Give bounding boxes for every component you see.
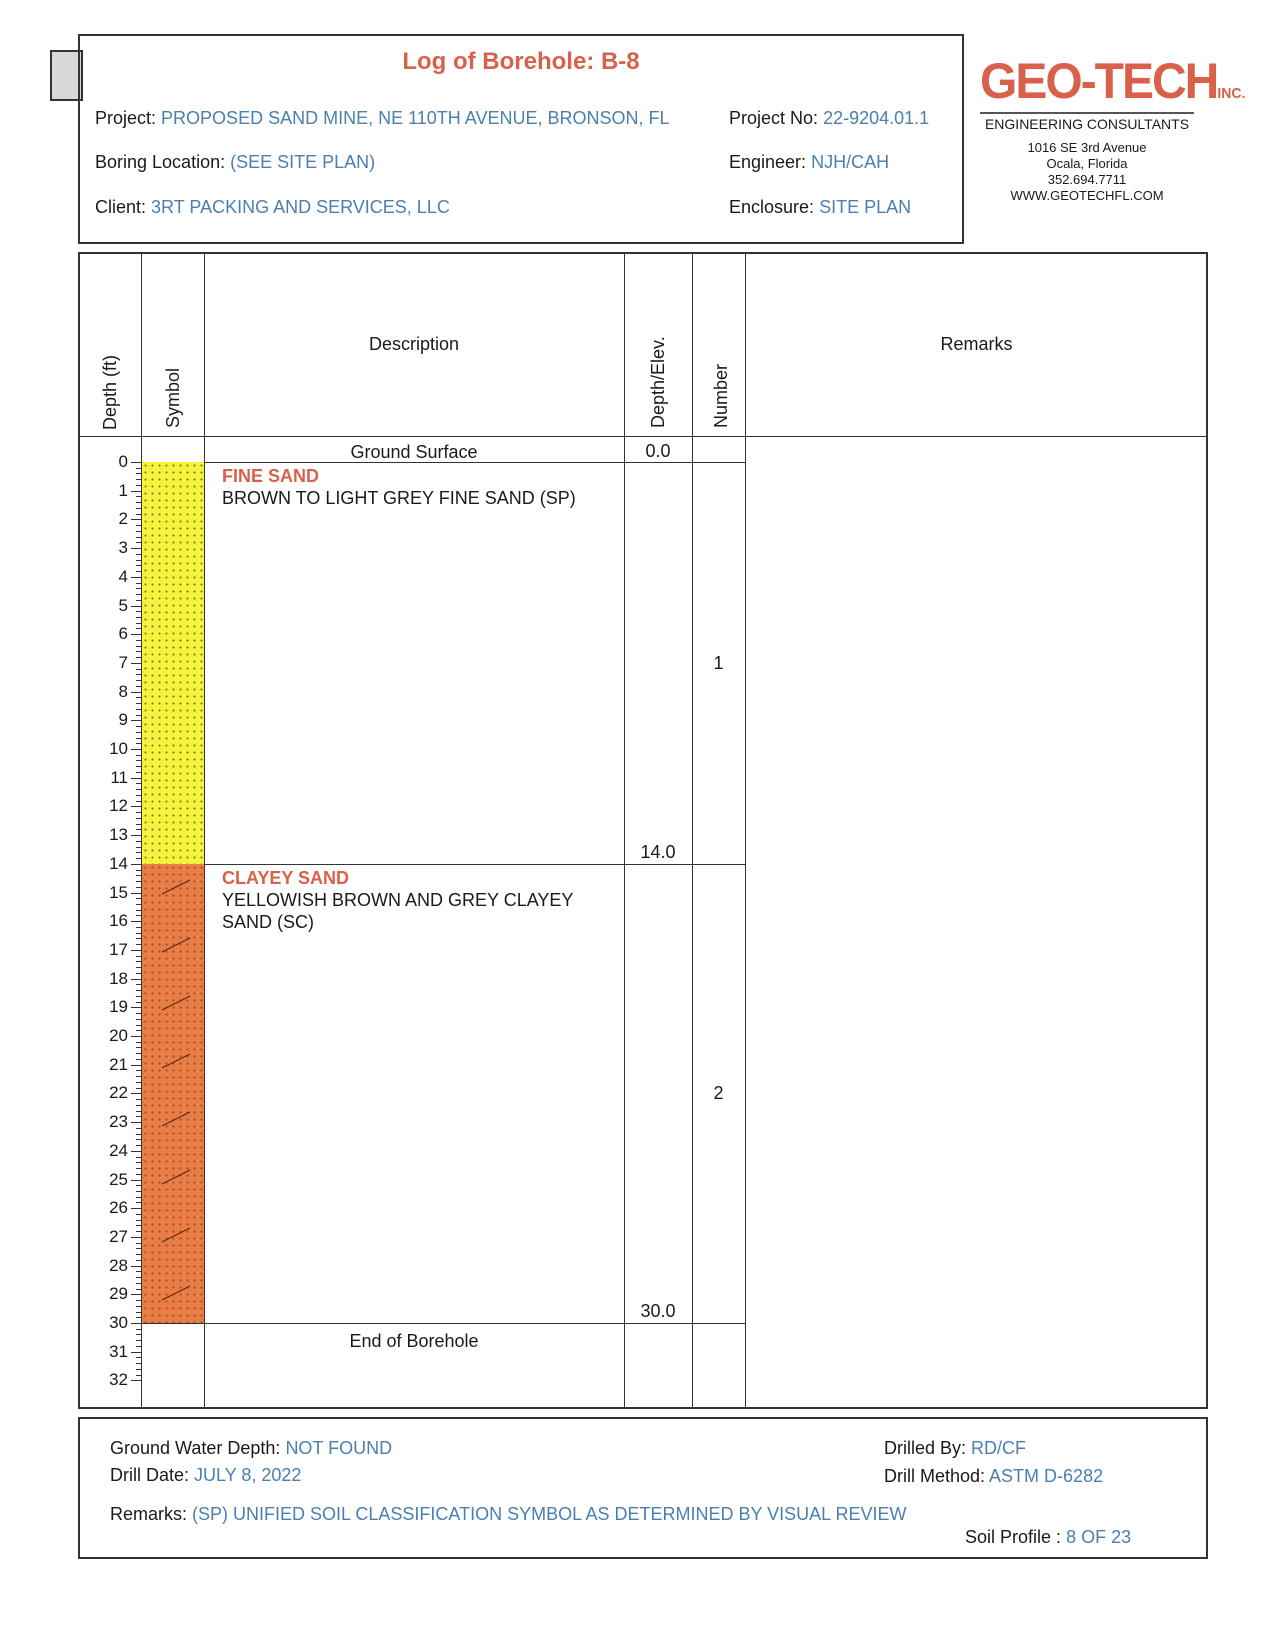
depth-tick-label: 9 <box>118 710 128 730</box>
depth-tick-minor <box>136 1197 141 1198</box>
depth-tick-label: 27 <box>109 1226 128 1246</box>
ground-surface-depth: 0.0 <box>645 441 671 461</box>
depth-tick-label: 8 <box>118 681 128 701</box>
depth-tick-label: 29 <box>109 1284 128 1304</box>
depth-tick-minor <box>136 588 141 589</box>
depth-tick-minor <box>136 583 141 584</box>
depth-tick-minor <box>136 755 141 756</box>
depth-tick-major <box>131 548 141 549</box>
depth-tick-major <box>131 634 141 635</box>
depth-tick-minor <box>136 1231 141 1232</box>
footer-remarks-row <box>110 1504 907 1525</box>
depth-tick-minor <box>136 674 141 675</box>
depth-tick-label: 28 <box>109 1255 128 1275</box>
depth-tick-minor <box>136 795 141 796</box>
depth-tick-minor <box>136 1363 141 1364</box>
depth-tick-minor <box>136 818 141 819</box>
depth-tick-minor <box>136 531 141 532</box>
client-value: 3RT PACKING AND SERVICES, LLC <box>151 197 450 217</box>
depth-tick-minor <box>136 801 141 802</box>
depth-tick-minor <box>136 915 141 916</box>
depth-tick-minor <box>136 904 141 905</box>
depth-tick-minor <box>136 1139 141 1140</box>
depth-tick-minor <box>136 875 141 876</box>
depth-tick-minor <box>136 525 141 526</box>
depth-tick-minor <box>136 1162 141 1163</box>
depth-tick-label: 20 <box>109 1026 128 1045</box>
depth-tick-minor <box>136 703 141 704</box>
enclosure-row <box>729 197 911 218</box>
layer-bottom-depth: 30.0 <box>640 1301 676 1321</box>
col-header-description: Description <box>368 334 460 354</box>
depth-tick-label: 2 <box>118 509 128 529</box>
depth-tick-minor <box>136 1300 141 1301</box>
depth-tick-minor <box>136 1082 141 1083</box>
engineer-label: Engineer: <box>729 152 807 172</box>
depth-tick-minor <box>136 933 141 934</box>
depth-tick-minor <box>136 1174 141 1175</box>
depth-tick-minor <box>136 686 141 687</box>
depth-tick-major <box>131 1122 141 1123</box>
depth-tick-minor <box>136 1059 141 1060</box>
drilled-by-value: RD/CF <box>971 1438 1027 1458</box>
depth-tick-minor <box>136 1157 141 1158</box>
layer-bottom-depth: 14.0 <box>640 841 676 862</box>
depth-tick-major <box>131 1352 141 1353</box>
depth-tick-minor <box>136 743 141 744</box>
depth-tick-label: 31 <box>109 1341 128 1361</box>
depth-tick-label: 23 <box>109 1112 128 1132</box>
depth-tick-major <box>131 835 141 836</box>
depth-tick-minor <box>136 858 141 859</box>
log-table <box>78 252 1208 1409</box>
depth-tick-minor <box>136 1340 141 1341</box>
depth-tick-minor <box>136 1214 141 1215</box>
depth-tick-major <box>131 519 141 520</box>
soil-profile-value: 8 OF 23 <box>1066 1527 1132 1547</box>
depth-tick-major <box>131 462 141 463</box>
depth-tick-minor <box>136 1047 141 1048</box>
depth-tick-minor <box>136 1283 141 1284</box>
depth-tick-label: 15 <box>109 882 128 902</box>
project-no-label: Project No: <box>729 108 819 128</box>
depth-tick-major <box>131 749 141 750</box>
depth-tick-major <box>131 692 141 693</box>
depth-tick-minor <box>136 623 141 624</box>
depth-tick-minor <box>136 996 141 997</box>
depth-tick-minor <box>136 594 141 595</box>
depth-tick-minor <box>136 847 141 848</box>
depth-tick-minor <box>136 715 141 716</box>
drill-date-label: Drill Date: <box>110 1465 190 1485</box>
depth-tick-minor <box>136 611 141 612</box>
col-header-symbol: Symbol <box>163 367 183 428</box>
depth-tick-major <box>131 1151 141 1152</box>
depth-tick-minor <box>136 571 141 572</box>
drilled-by-label: Drilled By: <box>884 1438 967 1458</box>
clay-hatch-stroke <box>162 938 190 952</box>
depth-tick-minor <box>136 1116 141 1117</box>
depth-tick-label: 17 <box>109 939 128 959</box>
depth-tick-minor <box>136 824 141 825</box>
depth-tick-major <box>131 1266 141 1267</box>
depth-tick-minor <box>136 967 141 968</box>
depth-tick-minor <box>136 870 141 871</box>
depth-tick-minor <box>136 910 141 911</box>
depth-tick-label: 19 <box>109 997 128 1017</box>
depth-tick-minor <box>136 772 141 773</box>
depth-tick-minor <box>136 760 141 761</box>
depth-tick-minor <box>136 812 141 813</box>
project-no-value: 22-9204.01.1 <box>823 108 930 128</box>
clay-hatch-stroke <box>162 1228 190 1242</box>
boring-value: (SEE SITE PLAN) <box>230 152 376 172</box>
depth-tick-minor <box>136 898 141 899</box>
depth-tick-minor <box>136 628 141 629</box>
depth-tick-minor <box>136 709 141 710</box>
depth-tick-major <box>131 491 141 492</box>
depth-tick-minor <box>136 697 141 698</box>
depth-tick-label: 26 <box>109 1198 128 1218</box>
address-line-1: 1016 SE 3rd Avenue <box>1027 140 1147 155</box>
depth-tick-major <box>131 1036 141 1037</box>
logo-rule <box>980 112 1194 114</box>
company-suffix: INC. <box>1217 84 1246 101</box>
depth-tick-minor <box>136 514 141 515</box>
depth-tick-minor <box>136 726 141 727</box>
depth-tick-minor <box>136 1334 141 1335</box>
depth-tick-major <box>131 1007 141 1008</box>
depth-tick-minor <box>136 646 141 647</box>
boring-row <box>95 152 375 173</box>
project-row <box>95 108 670 129</box>
depth-tick-label: 10 <box>109 739 128 758</box>
clay-hatch-stroke <box>162 1112 190 1126</box>
depth-tick-minor <box>136 783 141 784</box>
depth-tick-major <box>131 893 141 894</box>
depth-tick-minor <box>136 1105 141 1106</box>
clay-hatch-stroke <box>162 1170 190 1184</box>
depth-tick-minor <box>136 1053 141 1054</box>
layer-boundary <box>141 864 745 865</box>
depth-tick-minor <box>136 508 141 509</box>
depth-tick-major <box>131 1237 141 1238</box>
depth-tick-label: 0 <box>118 452 128 471</box>
drill-date-row <box>110 1465 301 1486</box>
footer-remarks-label: Remarks: <box>110 1504 188 1524</box>
col-divider <box>745 252 746 1409</box>
drill-method-label: Drill Method: <box>884 1466 986 1486</box>
col-header-depth: Depth (ft) <box>100 354 120 430</box>
depth-tick-minor <box>136 789 141 790</box>
depth-tick-minor <box>136 640 141 641</box>
col-divider <box>624 252 625 1409</box>
depth-tick-minor <box>136 617 141 618</box>
soil-profile-row <box>965 1527 1131 1548</box>
depth-tick-major <box>131 1093 141 1094</box>
depth-tick-minor <box>136 1002 141 1003</box>
depth-tick-minor <box>136 669 141 670</box>
project-no-row <box>729 108 929 129</box>
depth-tick-minor <box>136 1248 141 1249</box>
clay-hatch-stroke <box>162 996 190 1010</box>
depth-tick-minor <box>136 1289 141 1290</box>
depth-tick-minor <box>136 1042 141 1043</box>
depth-tick-minor <box>136 938 141 939</box>
depth-tick-minor <box>136 1260 141 1261</box>
depth-tick-minor <box>136 600 141 601</box>
depth-tick-major <box>131 663 141 664</box>
depth-tick-minor <box>136 1013 141 1014</box>
layer-sample-number: 2 <box>713 1083 724 1104</box>
depth-tick-minor <box>136 468 141 469</box>
layer-symbol-fill <box>142 462 204 864</box>
depth-tick-minor <box>136 829 141 830</box>
depth-tick-label: 6 <box>118 624 128 644</box>
ground-surface-line <box>204 462 745 463</box>
depth-tick-major <box>131 1294 141 1295</box>
depth-tick-label: 12 <box>109 796 128 816</box>
depth-tick-major <box>131 577 141 578</box>
depth-tick-minor <box>136 1306 141 1307</box>
depth-tick-minor <box>136 565 141 566</box>
depth-tick-minor <box>136 1019 141 1020</box>
groundwater-value: NOT FOUND <box>285 1438 393 1458</box>
col-divider <box>204 252 205 1409</box>
depth-tick-minor <box>136 657 141 658</box>
depth-tick-minor <box>136 1070 141 1071</box>
depth-tick-label: 32 <box>109 1370 128 1390</box>
depth-tick-minor <box>136 651 141 652</box>
depth-tick-minor <box>136 1220 141 1221</box>
company-phone: 352.694.7711 <box>1047 172 1127 187</box>
project-label: Project: <box>95 108 157 128</box>
depth-tick-label: 4 <box>118 566 128 586</box>
depth-tick-label: 7 <box>118 652 128 672</box>
layer-description: YELLOWISH BROWN AND GREY CLAYEY SAND (SC) <box>222 889 574 932</box>
layer-name: CLAYEY SAND <box>222 867 350 888</box>
project-value: PROPOSED SAND MINE, NE 110TH AVENUE, BRONSON, FL <box>161 108 670 128</box>
depth-tick-major <box>131 864 141 865</box>
depth-tick-minor <box>136 1088 141 1089</box>
depth-tick-minor <box>136 1185 141 1186</box>
depth-tick-minor <box>136 542 141 543</box>
depth-tick-minor <box>136 1076 141 1077</box>
depth-tick-minor <box>136 990 141 991</box>
end-of-borehole-label: End of Borehole <box>349 1331 479 1351</box>
layer-description: BROWN TO LIGHT GREY FINE SAND (SP) <box>222 488 576 508</box>
depth-tick-major <box>131 1323 141 1324</box>
depth-tick-major <box>131 1065 141 1066</box>
layer-name: FINE SAND <box>222 466 320 486</box>
depth-tick-minor <box>136 961 141 962</box>
groundwater-row <box>110 1438 392 1459</box>
col-divider <box>692 252 693 1409</box>
depth-tick-minor <box>136 984 141 985</box>
depth-tick-label: 3 <box>118 538 128 558</box>
col-header-number: Number <box>711 363 731 428</box>
depth-tick-minor <box>136 1099 141 1100</box>
header-divider <box>78 436 1208 437</box>
depth-tick-label: 18 <box>109 968 128 988</box>
depth-tick-major <box>131 606 141 607</box>
depth-tick-minor <box>136 766 141 767</box>
depth-tick-major <box>131 778 141 779</box>
clay-hatch <box>142 864 204 1323</box>
depth-tick-minor <box>136 1346 141 1347</box>
depth-tick-label: 11 <box>110 767 128 787</box>
depth-tick-minor <box>136 841 141 842</box>
drill-method-value: ASTM D-6282 <box>989 1466 1104 1486</box>
col-header-depth-elev: Depth/Elev. <box>648 336 668 428</box>
depth-tick-minor <box>136 1168 141 1169</box>
clay-hatch-stroke <box>162 1286 190 1300</box>
page-title: Log of Borehole: B-8 <box>402 48 640 75</box>
depth-tick-minor <box>136 852 141 853</box>
groundwater-label: Ground Water Depth: <box>110 1438 281 1458</box>
depth-tick-label: 21 <box>109 1054 128 1074</box>
depth-tick-minor <box>136 1317 141 1318</box>
engineer-row <box>729 152 889 173</box>
depth-tick-minor <box>136 732 141 733</box>
clay-hatch-stroke <box>162 880 190 894</box>
depth-tick-minor <box>136 738 141 739</box>
depth-tick-label: 5 <box>118 595 128 615</box>
depth-tick-major <box>131 1380 141 1381</box>
depth-tick-minor <box>136 1277 141 1278</box>
company-website: WWW.GEOTECHFL.COM <box>1010 188 1164 203</box>
col-header-remarks: Remarks <box>940 334 1013 354</box>
depth-tick-minor <box>136 1357 141 1358</box>
soil-profile-label: Soil Profile : <box>965 1527 1062 1547</box>
engineer-value: NJH/CAH <box>811 152 890 172</box>
drill-method-row <box>884 1466 1103 1487</box>
depth-tick-minor <box>136 1111 141 1112</box>
drill-date-value: JULY 8, 2022 <box>194 1465 302 1485</box>
depth-tick-minor <box>136 1375 141 1376</box>
depth-tick-label: 14 <box>109 853 128 873</box>
depth-tick-minor <box>136 680 141 681</box>
depth-tick-label: 25 <box>109 1169 128 1189</box>
depth-tick-major <box>131 950 141 951</box>
boring-label: Boring Location: <box>95 152 226 172</box>
depth-tick-minor <box>136 1134 141 1135</box>
depth-tick-minor <box>136 1191 141 1192</box>
depth-tick-minor <box>136 956 141 957</box>
depth-tick-minor <box>136 973 141 974</box>
depth-tick-major <box>131 806 141 807</box>
depth-tick-minor <box>136 927 141 928</box>
clay-hatch-stroke <box>162 1054 190 1068</box>
depth-tick-minor <box>136 496 141 497</box>
depth-tick-minor <box>136 554 141 555</box>
depth-tick-minor <box>136 1369 141 1370</box>
company-address <box>980 140 1194 204</box>
depth-tick-minor <box>136 887 141 888</box>
depth-tick-major <box>131 720 141 721</box>
footer-remarks-value: (SP) UNIFIED SOIL CLASSIFICATION SYMBOL AS DETERMINED BY VISUAL REVIEW <box>192 1504 907 1524</box>
depth-tick-major <box>131 921 141 922</box>
depth-tick-minor <box>136 1329 141 1330</box>
address-line-2: Ocala, Florida <box>1046 156 1128 171</box>
depth-tick-major <box>131 1208 141 1209</box>
depth-tick-minor <box>136 560 141 561</box>
depth-tick-minor <box>136 473 141 474</box>
depth-tick-minor <box>136 1128 141 1129</box>
depth-tick-minor <box>136 1030 141 1031</box>
company-tagline: ENGINEERING CONSULTANTS <box>984 116 1190 132</box>
depth-tick-minor <box>136 537 141 538</box>
depth-tick-minor <box>136 1225 141 1226</box>
depth-tick-minor <box>136 1312 141 1313</box>
depth-tick-minor <box>136 1243 141 1244</box>
depth-tick-minor <box>136 1025 141 1026</box>
depth-tick-major <box>131 979 141 980</box>
depth-tick-minor <box>136 881 141 882</box>
company-name: GEO-TECH <box>980 53 1218 110</box>
ground-surface-label: Ground Surface <box>350 442 478 462</box>
client-label: Client: <box>95 197 147 217</box>
depth-tick-minor <box>136 1271 141 1272</box>
drilled-by-row <box>884 1438 1026 1459</box>
depth-tick-minor <box>136 479 141 480</box>
depth-tick-minor <box>136 485 141 486</box>
depth-tick-major <box>131 1180 141 1181</box>
depth-tick-label: 22 <box>109 1083 128 1103</box>
depth-tick-label: 30 <box>109 1313 128 1332</box>
depth-tick-minor <box>136 944 141 945</box>
depth-tick-label: 16 <box>109 911 128 931</box>
depth-tick-minor <box>136 1202 141 1203</box>
depth-tick-minor <box>136 502 141 503</box>
depth-tick-minor <box>136 1254 141 1255</box>
depth-tick-label: 13 <box>109 825 128 845</box>
depth-tick-label: 1 <box>118 480 128 500</box>
layer-sample-number: 1 <box>713 652 724 673</box>
layer-boundary <box>141 1323 745 1324</box>
depth-tick-minor <box>136 1145 141 1146</box>
depth-tick-label: 24 <box>109 1140 128 1160</box>
client-row <box>95 197 450 218</box>
enclosure-value: SITE PLAN <box>819 197 912 217</box>
enclosure-label: Enclosure: <box>729 197 815 217</box>
